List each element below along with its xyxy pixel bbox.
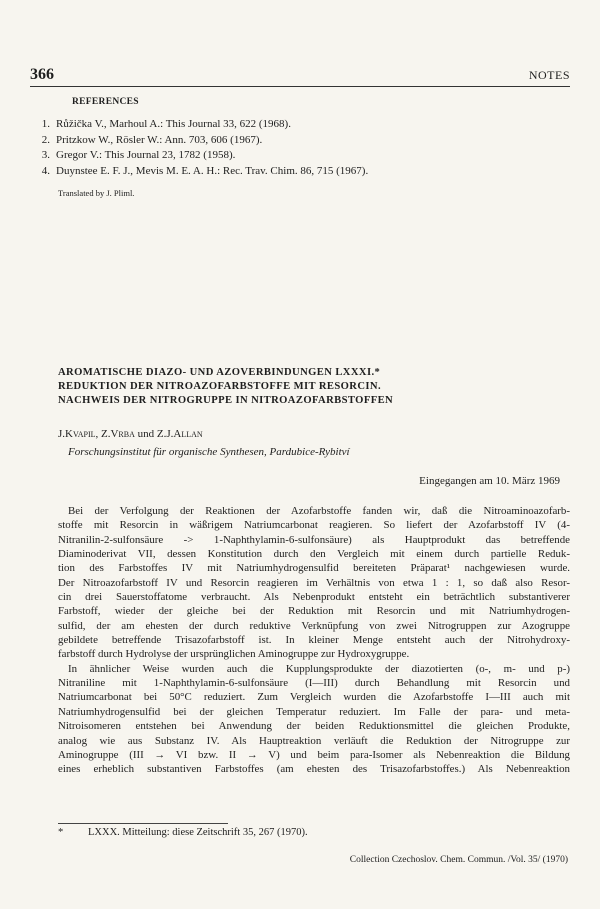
body-line: farbstoff durch Hydrolyse der ursprünglichen Aminogruppe zur Hydroxygruppe. — [58, 648, 410, 661]
reference-text: Růžička V., Marhoul A.: This Journal 33, 622 (1968). — [56, 118, 291, 130]
reference-text: Duynstee E. F. J., Mevis M. E. A. H.: Rec. Trav. Chim. 86, 715 (1967). — [56, 164, 369, 177]
reference-number: 4. — [41, 164, 50, 177]
body-line: Diaminoderivat VII, dessen Konstitution durch den Vergleich mit einem durch partielle Reduk- — [58, 548, 570, 561]
body-line: Nitroisomeren entstehen bei Anwendung der beiden Reduktionsmittel die gleichen Produkte, — [58, 720, 570, 733]
footnote-text: LXXX. Mitteilung: diese Zeitschrift 35, 267 (1970). — [88, 827, 308, 838]
reference-number: 3. — [41, 149, 50, 161]
title-line: REDUKTION DER NITROAZOFARBSTOFFE MIT RESORCIN. — [58, 381, 382, 392]
body-line: Der Nitroazofarbstoff IV und Resorcin reagieren im Verhältnis von etwa 1 : 1, so daß also Resor- — [58, 576, 570, 589]
body-line: stoffe mit Resorcin in wäßrigem Natriumcarbonat reagieren. So liefert der Azofarbstoff IV (4- — [58, 519, 570, 532]
body-line: sulfid, der am ehesten der durch reduktive Verknüpfung von zwei Nitrogruppen zur Azogruppe — [58, 619, 570, 632]
received-date: Eingegangen am 10. März 1969 — [419, 475, 560, 487]
article-body — [58, 504, 570, 777]
body-line: Natriumhydrogensulfid bei der gleichen Temperatur reduziert. Im Falle der para- und meta- — [58, 705, 570, 718]
body-line: Farbstoff, wieder der gleiche bei der Reduktion mit Resorcin und mit Natriumhydrogen- — [58, 605, 570, 618]
page-number: 366 — [30, 66, 54, 83]
body-line: tion des Farbstoffes IV mit Natriumhydrogensulfid bereiteten Präparat¹ nachgewiesen wurde. — [58, 562, 570, 575]
reference-text: Gregor V.: This Journal 23, 1782 (1958). — [56, 149, 236, 161]
body-line: cin drei Sauerstoffatome verbraucht. Als Nebenprodukt entsteht ein beträchtlich substantiverer — [58, 591, 570, 604]
footnote-rule — [58, 823, 228, 824]
translator-note: Translated by J. Pliml. — [58, 188, 135, 198]
footnote — [58, 827, 308, 838]
journal-citation-footer: Collection Czechoslov. Chem. Commun. /Vol. 35/ (1970) — [349, 855, 568, 865]
title-line: AROMATISCHE DIAZO- UND AZOVERBINDUNGEN LXXXI.* — [58, 367, 381, 378]
reference-number: 2. — [41, 133, 50, 146]
body-line: eines erheblich substantiven Farbstoffes (am ehesten des Trisazofarbstoffes.) Als Nebenreaktion — [58, 763, 570, 776]
author-name: Z.J.Allan — [156, 428, 203, 440]
body-line: Natriumcarbonat bei 50°C reduziert. Zum Vergleich wurden die Azofarbstoffe I—III auch mit — [58, 691, 570, 704]
body-line: gebildete betreffende Trisazofarbstoff ist. In kleiner Menge entsteht auch der Nitrohydroxy- — [58, 634, 570, 647]
references-list — [30, 117, 570, 179]
author-line — [58, 428, 203, 440]
references-heading: REFERENCES — [72, 97, 139, 107]
page-header — [30, 66, 570, 87]
body-line: In ähnlicher Weise wurden auch die Kupplungsprodukte der diazotierten (o-, m- und p-) — [68, 662, 570, 675]
section-label: NOTES — [528, 68, 570, 82]
author-separator: und — [134, 428, 157, 440]
reference-item — [30, 117, 570, 133]
reference-text: Pritzkow W., Rösler W.: Ann. 703, 606 (1967). — [56, 133, 263, 146]
author-separator: , — [95, 428, 101, 440]
title-line: NACHWEIS DER NITROGRUPPE IN NITROAZOFARBSTOFFEN — [58, 395, 394, 406]
footnote-mark: * — [58, 827, 64, 838]
article-title — [58, 366, 558, 408]
reference-item — [30, 133, 570, 149]
body-line: Bei der Verfolgung der Reaktionen der Azofarbstoffe fanden wir, daß die Nitroaminoazofarb- — [68, 505, 570, 517]
paragraph-2 — [58, 662, 570, 777]
body-line: Aminogruppe (III → VI bzw. II → V) und beim para-Isomer als Nebenreaktion die Bildung — [58, 748, 570, 761]
institute-affiliation: Forschungsinstitut für organische Synthesen, Pardubice-Rybitví — [68, 446, 350, 458]
author-name: J.Kvapil — [58, 428, 96, 440]
paragraph-1 — [58, 504, 570, 662]
author-name: Z.Vrba — [101, 428, 135, 440]
reference-item — [30, 164, 570, 180]
body-line: Nitranilin-2-sulfonsäure -> 1-Naphthylamin-6-sulfonsäure) als Hauptprodukt das betreffende — [58, 533, 570, 546]
body-line: analog wie aus Substanz IV. Als Hauptreaktion verläuft die Reduktion der Nitrogruppe zur — [58, 734, 570, 747]
reference-item — [30, 148, 570, 164]
reference-number: 1. — [41, 118, 50, 130]
body-line: Nitraniline mit 1-Naphthylamin-6-sulfonsäure (I—III) durch Behandlung mit Resorcin und — [58, 677, 570, 690]
